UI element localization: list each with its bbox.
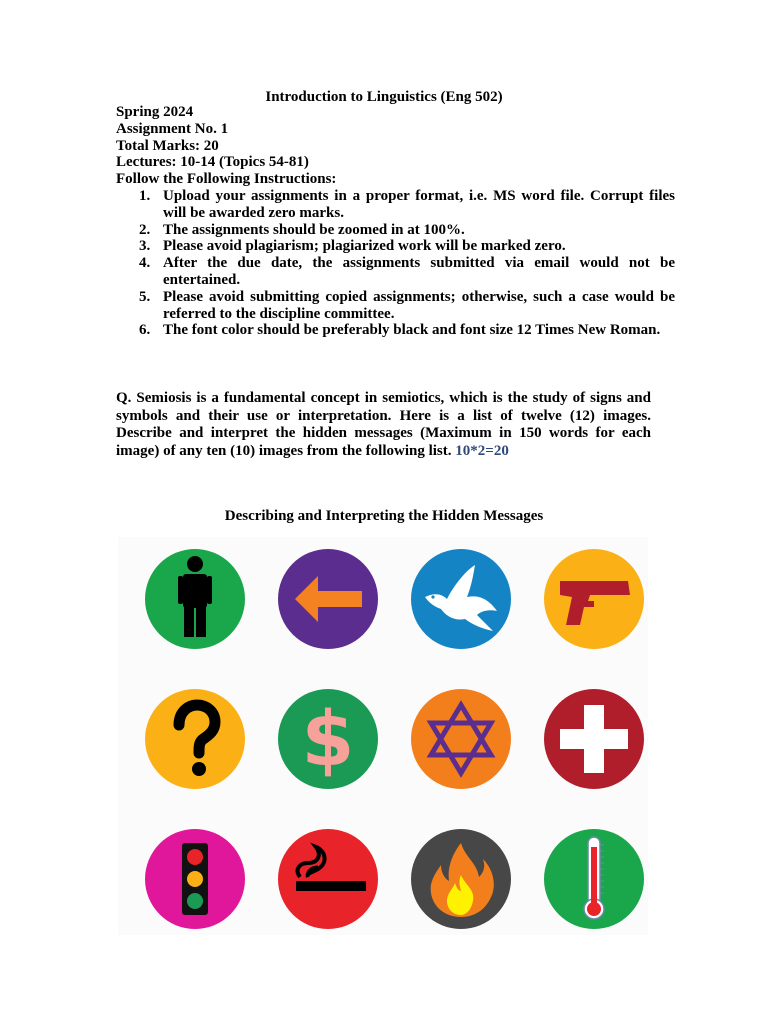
assignment-meta	[116, 104, 656, 188]
instruction-item: 2. The assignments should be zoomed in at 100%.	[139, 221, 465, 238]
traffic-light-icon	[145, 829, 245, 929]
semester: Spring 2024	[116, 104, 194, 120]
instructions-list	[139, 188, 675, 339]
instruction-item: 1. Upload your assignments in a proper format, i.e. MS word file. Corrupt files will be awarded zero marks.	[139, 188, 675, 221]
sign-cross	[544, 689, 644, 789]
sign-dove	[411, 549, 511, 649]
svg-text:$: $	[301, 694, 355, 783]
sign-traffic-light	[145, 829, 245, 929]
smoking-icon	[278, 829, 378, 929]
thermometer-icon	[544, 829, 644, 929]
sign-fire	[411, 829, 511, 929]
sign-arrow	[278, 549, 378, 649]
document-title: Introduction to Linguistics (Eng 502)	[265, 89, 503, 105]
dollar-icon	[278, 689, 378, 789]
question-marks: 10*2=20	[455, 442, 509, 459]
sign-star	[411, 689, 511, 789]
dove-icon	[411, 549, 511, 649]
total-marks: Total Marks: 20	[116, 137, 219, 154]
star-of-david-icon	[411, 689, 511, 789]
instruction-item: 4. After the due date, the assignments submitted via email would not be entertained.	[139, 255, 675, 288]
fire-icon	[411, 829, 511, 929]
sign-dollar	[278, 689, 378, 789]
sign-smoking	[278, 829, 378, 929]
question-paragraph	[116, 390, 651, 460]
sign-person	[145, 549, 245, 649]
sign-thermometer	[544, 829, 644, 929]
red-cross-icon	[544, 689, 644, 789]
assignment-number: Assignment No. 1	[116, 120, 229, 137]
gun-icon	[544, 549, 644, 649]
lectures: Lectures: 10-14 (Topics 54-81)	[116, 154, 309, 171]
instructions-heading: Follow the Following Instructions:	[116, 171, 337, 188]
section-title: Describing and Interpreting the Hidden Messages	[224, 508, 544, 524]
instruction-item: 6. The font color should be preferably black and font size 12 Times New Roman.	[139, 322, 661, 339]
instruction-item: 3. Please avoid plagiarism; plagiarized work will be marked zero.	[139, 238, 566, 255]
instruction-item: 5. Please avoid submitting copied assignments; otherwise, such a case would be referred to the discipline committee.	[139, 288, 675, 322]
sign-question	[145, 689, 245, 789]
arrow-left-icon	[278, 549, 378, 649]
sign-gun	[544, 549, 644, 649]
question-mark-icon	[145, 689, 245, 789]
person-icon	[145, 549, 245, 649]
signs-grid	[118, 537, 648, 935]
question-text: Q. Semiosis is a fundamental concept in semiotics, which is the study of signs and symbols and their use or interpretation. Here is a list of twelve (12) images. Describe and interpret the hidden messages (Maximum in 150 words for each image) of any ten (10) images from the following list.	[116, 390, 651, 459]
